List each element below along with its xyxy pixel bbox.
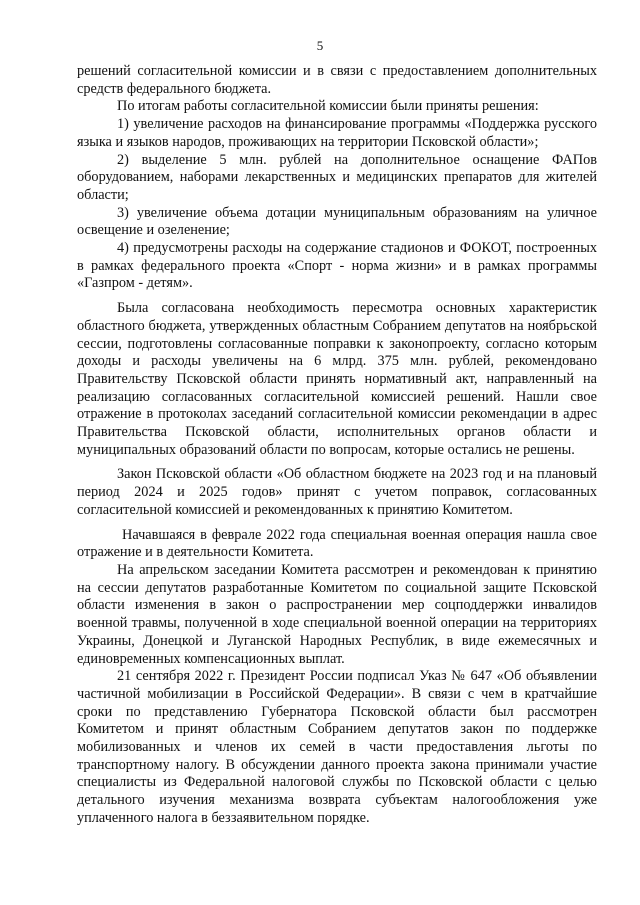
paragraph-mobilization: 21 сентября 2022 г. Президент России подписал Указ № 647 «Об объявлении частичной мобилизации в Российской Федерации». В связи с чем в кратчайшие сроки по представлению Губернатора Псковской области был рассмотрен Комитетом и принят областным Собранием депутатов закон по поддержке мобилизованных и членов их семей в части предоставления льготы по транспортному налогу. В обсуждении данного проекта закона принимали участие специалисты из Федеральной налоговой службы по Псковской области с целью детального изучения механизма возврата субъектам налогообложения уже уплаченного налога в беззаявительном порядке. <box>77 668 597 826</box>
paragraph-special-operation: Начавшаяся в феврале 2022 года специальная военная операция нашла свое отражение и в деятельности Комитета. <box>77 526 597 561</box>
paragraph-decision-3: 3) увеличение объема дотации муниципальным образованиям на уличное освещение и озеленение; <box>77 204 597 239</box>
page-number: 5 <box>316 38 324 53</box>
paragraph-decision-1: 1) увеличение расходов на финансирование программы «Поддержка русского языка и языков народов, проживающих на территории Псковской области»; <box>77 116 597 150</box>
paragraph-decision-4: 4) предусмотрены расходы на содержание стадионов и ФОКОТ, построенных в рамках федерального проекта «Спорт - норма жизни» и в рамках программы «Газпром - детям». <box>77 240 597 292</box>
paragraph-decisions-intro: По итогам работы согласительной комиссии были приняты решения: <box>117 98 539 115</box>
document-body <box>77 63 597 828</box>
paragraph-april-session: На апрельском заседании Комитета рассмотрен и рекомендован к принятию на сессии депутатов разработанные Комитетом по социальной защите Псковской области изменения в закон о распространении мер соцподдержки инвалидов военной травмы, полученной в ходе специальной военной операции на территориях Украины, Донецкой и Луганской Народных Республик, в виде ежемесячных и единовременных компенсационных выплат. <box>77 561 597 667</box>
paragraph-decision-2: 2) выделение 5 млн. рублей на дополнительное оснащение ФАПов оборудованием, наборами лекарственных и медицинских препаратов для жителей области; <box>77 151 597 203</box>
paragraph-budget-revision: Была согласована необходимость пересмотра основных характеристик областного бюджета, утвержденных областным Собранием депутатов на ноябрьской сессии, подготовлены согласованные поправки к законопроекту, согласно которым доходы и расходы увеличены на 6 млрд. 375 млн. рублей, рекомендовано Правительству Псковской области принять нормативный акт, направленный на реализацию согласованных согласительной комиссией решений. Нашли свое отражение в протоколах заседаний согласительной комиссии рекомендации в адрес Правительства Псковской области, исполнительных органов области и муниципальных образований области по вопросам, которые остались не решены. <box>77 300 597 458</box>
paragraph-budget-law: Закон Псковской области «Об областном бюджете на 2023 год и на плановый период 2024 и 2025 годов» принят с учетом поправок, согласованных согласительной комиссией и рекомендованных к принятию Комитетом. <box>77 466 597 518</box>
paragraph-continuation: решений согласительной комиссии и в связи с предоставлением дополнительных средств федерального бюджета. <box>77 63 597 97</box>
